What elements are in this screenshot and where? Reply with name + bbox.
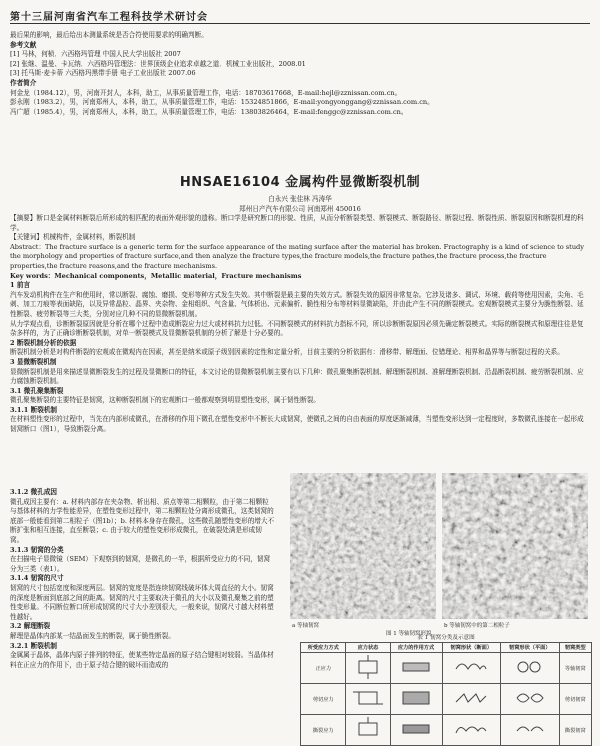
table-row (301, 653, 592, 684)
section-heading: 3.1 微孔聚集断裂 (10, 386, 64, 395)
second-phase-particle (533, 510, 539, 516)
table-title: 表 1 韧窝分类及示意图 (417, 635, 475, 641)
caption-b: b 等轴韧窝中的第二相粒子 (444, 623, 510, 629)
keywords-cn: 【关键词】机械构件，金属材料，断裂机制 (10, 233, 136, 242)
article-title: HNSAE16104 金属构件显微断裂机制 (179, 175, 421, 190)
reference-item: [3] 托马斯·麦卡蒂 六西格玛黑带手册 电子工业出版社 2007.06 (10, 69, 196, 78)
section-heading: 3.1.2 微孔成因 (10, 488, 58, 496)
paragraph: 汽车发动机构件在生产和使用时，常以断裂、腐蚀、磨损、变形等种方式发生失效。其中断裂是最主要的失效方式。断裂失效的原因非常复杂。它涉及诸多、调试、环境、载荷等使用因素，尖角、毛刺、加工刀痕等表面缺陷，以及异常晶粒、晶界、夹杂物、金相组织、气含量、气体析出、元素偏析、脆性相分布等材料显微缺陷，并由此产生不同的断裂模式。宏观断裂模式主要分为脆性断裂、延性断裂、疲劳断裂等三大类，分别对应几种不同的显微断裂机制。 (10, 290, 584, 318)
table-cell: 剪切应力 (301, 684, 346, 715)
load-diagram (390, 715, 442, 746)
section-heading: 2 断裂机制分析的依据 (10, 338, 77, 347)
author-bio: 冯广超（1985.4），男，河南郑州人，本科，助工，从事质量管理工作，电话：13803826464，E-mail:fenggc@zznissan.com.cn。 (10, 107, 408, 116)
table-header: 韧窝形状（断面） (442, 643, 501, 653)
dimple-section-diagram (442, 653, 501, 684)
section-heading: 3.1.4 韧窝的尺寸 (10, 574, 64, 583)
paragraph: 微孔成因主要有：a. 材料内部存在夹杂物、析出相、质点等第二相颗粒，由于第二相颗粒与基体材料的力学性能差异，在塑性变形过程中，第二相颗粒处分离形成微孔，这类韧窝的底部一般能看到第二相粒子（图1b）；b. 材料本身存在微孔，这些微孔随塑性变形的增大不断扩张和相互连接，直至断裂；c. 由于较大的塑性变形形成微孔，在破裂处满是形成韧窝。 (10, 497, 275, 544)
table-cell: 撕裂应力 (301, 715, 346, 746)
table-cell: 撕裂韧窝 (559, 715, 591, 746)
second-phase-particle (504, 541, 512, 549)
keywords-en: Key words：Mechanical components，Metallic material，Fracture mechanisms (10, 271, 302, 280)
table-header: 韧窝形状（平面） (501, 643, 560, 653)
author-bio: 彭永刚（1983.2），男，河南郑州人，本科，助工，从事质量管理工作，电话：15324851866，E-mail:yongyonggang@zznissan.com.cn。 (10, 98, 434, 107)
dimple-section-diagram (442, 684, 501, 715)
article-authors: 白永兴 张佳林 冯涛华 (268, 195, 332, 203)
section-heading: 3.2 解理断裂 (10, 622, 51, 631)
article-body-top (10, 214, 588, 435)
stress-state-diagram (346, 715, 390, 746)
references-heading: 参考文献 (10, 40, 37, 49)
table-cell: 剪切韧窝 (559, 684, 591, 715)
table-1 (300, 633, 592, 738)
abstract-en: Abstract：The fracture surface is a generic term for the surface appearance of the mating surface after the material has broken. Fractography is a kind of science to study the morphology and properties of fracture surface,and then analyze the fracture types,the fracture models,the fracture pathes,the fracture process,the fracture properties,the fracture reasons,and the fracture mechanisms. (10, 242, 585, 270)
paragraph: 韧窝的尺寸包括宽度和深度两层。韧窝的宽度是指连续韧窝线破坏体大周直径的大小。韧窝的深度是断面到底部之间的距离。韧窝的尺寸主要取决于微孔的大小以及微孔聚集之前的塑性变形量。不同断位断口所形成韧窝的尺寸大小差别很大，一般来说，韧窝尺寸越大材料塑性越好。 (10, 583, 274, 621)
micrograph-equiaxed-dimples (290, 473, 436, 619)
header-rule (10, 23, 590, 24)
abstract-cn: 【摘要】断口是金属材料断裂后所形成的相匹配的表面外观形貌的遗称。断口学是研究断口的形貌、性质，从而分析断裂类型、断裂模式、断裂路径、断裂过程、断裂性质、断裂原因和断裂机理的科学。 (10, 214, 584, 232)
stress-state-diagram (346, 684, 390, 715)
paragraph: 断裂机制分析是对构件断裂的宏观或在微观内在因素，甚至是纳米或原子级别因素的定性和定量分析，目前主要的分析依据有：滑移带、解理面、位错理论、相界和晶界等与断裂过程的关系。 (10, 348, 564, 357)
section-heading: 3 显微断裂机制 (10, 357, 57, 366)
paragraph: 从力学观点看，诊断断裂原因就是分析在哪个过程中造成断裂应力过大或材料抗力过低。不同断裂模式的材料抗力指标不同，所以诊断断裂原因必须先确定断裂模式。实际的断裂模式和原理往往是复杂多样的，为了正确诊断断裂机制，对单一断裂模式及显微断裂机制的分析了解是十分必要的。 (10, 319, 584, 338)
prev-closing-line: 最后果的影响，最后给出本测量系统是否合符使用要求的明确判断。 (10, 31, 208, 39)
stress-state-diagram (346, 653, 390, 684)
paragraph: 显微断裂机制是用来描述显微断裂发生的过程及显微断口的特征，本文讨论的显微断裂机制主要有以下几种：微孔聚集断裂机制、解理断裂机制、准解理断裂机制、沿晶断裂机制、疲劳断裂机制、应力腐蚀断裂机制。 (10, 367, 584, 386)
dimple-plan-diagram (501, 653, 560, 684)
caption-a: a 等轴韧窝 (292, 623, 320, 629)
author-bio: 何金龙（1984.12），男，河南开封人，本科，助工，从事质量管理工作，电话：18703617668，E-mail:hejl@zznissan.com.cn。 (10, 88, 402, 97)
paragraph: 在扫描电子显微镜（SEM）下观察到的韧窝，是微孔的一半，根据所受应力的不同，韧窝分为三类（表1）。 (10, 555, 271, 573)
table-cell: 等轴韧窝 (559, 653, 591, 684)
dimple-section-diagram (442, 715, 501, 746)
previous-article-tail (10, 31, 588, 117)
section-heading: 3.2.1 断裂机制 (10, 641, 58, 650)
figure-caption: 图 1 等轴韧窝形貌 (386, 631, 432, 637)
paragraph: 微孔聚集断裂的主要特征是韧窝，这种断裂机制下的宏观断口一般都观察到明显塑性变形，属于韧性断裂。 (10, 396, 320, 405)
article-affiliation: 郑州日产汽车有限公司 河南郑州 450016 (239, 205, 361, 213)
table-row (301, 684, 592, 715)
section-heading: 3.1.1 断裂机制 (10, 405, 58, 414)
table-header: 所受应力方式 (301, 643, 346, 653)
paragraph: 金属属于晶体，晶体内原子排列的特征，使某些特定晶面的原子结合键相对较弱。当晶体材料在正应力的作用下，由于原子结合键的破坏而造成的 (10, 651, 274, 669)
dimple-classification-table (300, 642, 592, 746)
load-diagram (390, 684, 442, 715)
reference-item: [2] 张继、温曼、卡瓦纳．六西格玛管理法：世界顶级企业追求卓越之道．机械工业出版社，2008.01 (10, 59, 306, 68)
load-diagram (390, 653, 442, 684)
dimple-plan-diagram (501, 715, 560, 746)
article-body-left-column (10, 488, 275, 670)
dimple-plan-diagram (501, 684, 560, 715)
table-cell: 正应力 (301, 653, 346, 684)
section-heading: 3.1.3 韧窝的分类 (10, 545, 64, 554)
paragraph: 解理是晶体内部某一结晶面发生的断裂，属于脆性断裂。 (10, 631, 175, 640)
running-header: 第十三届河南省汽车工程科技学术研讨会 (10, 12, 208, 23)
table-row (301, 715, 592, 746)
table-header: 应力状态 (346, 643, 390, 653)
table-header: 应力的作用方式 (390, 643, 442, 653)
table-header: 韧窝类型 (559, 643, 591, 653)
sem-micrographs (290, 473, 590, 619)
author-bio-heading: 作者简介 (10, 78, 37, 87)
table-header-row (301, 643, 592, 653)
section-heading: 1 前言 (10, 281, 31, 290)
micrograph-second-phase-particles (442, 473, 588, 619)
figure-1 (290, 473, 590, 637)
reference-item: [1] 马林，何桢．六西格玛管理 中国人民大学出版社 2007 (10, 50, 181, 59)
paragraph: 在材料塑性变形的过程中，当先在内部形成微孔，在滑移的作用下微孔在塑性变形中不断长大成韧窝，使微孔之间的自由表面的厚度逐渐减薄，当塑性变形达到一定程度时，多数微孔连接在一起形成韧窝断口（图1），导致断裂分离。 (10, 415, 584, 434)
